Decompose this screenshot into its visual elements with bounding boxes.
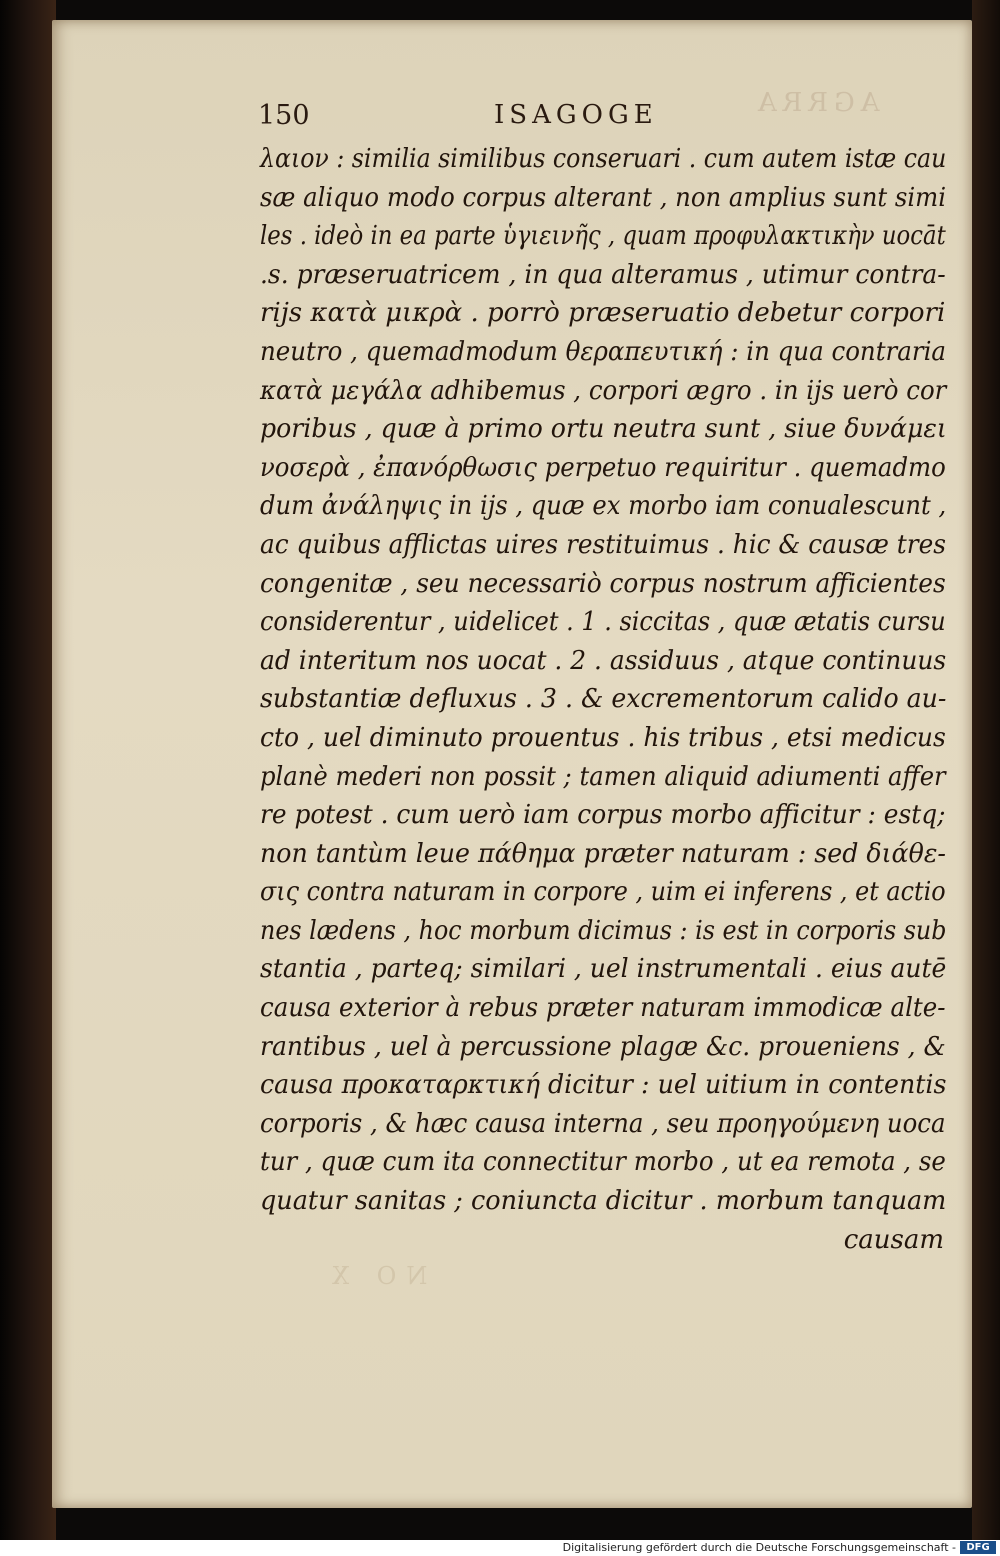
page-edge xyxy=(972,0,1000,1540)
text-line: planè mederi non possit ; tamen aliquid adiumenti affer xyxy=(260,761,946,792)
body-text xyxy=(260,140,946,1259)
page-number: 150 xyxy=(258,100,310,131)
text-line: ac quibus afflictas uires restituimus . hic & causæ tres xyxy=(260,529,946,560)
dfg-logo: DFG xyxy=(960,1541,996,1554)
text-line: .s. præseruatricem , in qua alteramus , utimur contra- xyxy=(260,259,946,290)
funding-credit: Digitalisierung gefördert durch die Deutsche Forschungsgemeinschaft - xyxy=(562,1541,956,1554)
text-line: sæ aliquo modo corpus alterant , non amplius sunt simi xyxy=(260,182,947,213)
text-line: rijs κατὰ μικρὰ . porrò præseruatio debetur corpori xyxy=(260,298,946,329)
text-line: νοσερὰ , ἐπανόρθωσις perpetuo requiritur . quemadmo xyxy=(260,452,946,483)
show-through-text-bottom: NO X xyxy=(322,1262,428,1290)
running-title: ISAGOGE xyxy=(494,100,658,130)
text-line: σις contra naturam in corpore , uim ei inferens , et actio xyxy=(260,877,946,908)
text-line: κατὰ μεγάλα adhibemus , corpori ægro . in ijs uerò cor xyxy=(260,375,947,406)
text-line: dum ἀνάληψις in ijs , quæ ex morbo iam conualescunt , xyxy=(260,491,947,522)
text-line: ad interitum nos uocat . 2 . assiduus , atque continuus xyxy=(260,645,947,676)
text-line: poribus , quæ à primo ortu neutra sunt , siue δυνάμει xyxy=(260,414,947,445)
show-through-text: AGRRA xyxy=(752,88,880,118)
text-line: tur , quæ cum ita connectitur morbo , ut ea remota , se xyxy=(260,1147,946,1178)
catchword: causam xyxy=(843,1224,944,1255)
text-line: corporis , & hæc causa interna , seu προηγούμενη uoca xyxy=(260,1108,946,1139)
text-line: congenitæ , seu necessariò corpus nostrum afficientes xyxy=(260,568,946,599)
digitization-footer xyxy=(0,1540,1000,1556)
text-line: quatur sanitas ; coniuncta dicitur . morbum tanquam xyxy=(260,1186,947,1217)
text-line: λαιον : similia similibus conseruari . cum autem istæ cau xyxy=(260,144,947,174)
text-line: causa exterior à rebus præter naturam immodicæ alte- xyxy=(260,993,946,1024)
text-line: causa προκαταρκτική dicitur : uel uitium in contentis xyxy=(260,1070,947,1101)
text-line: substantiæ defluxus . 3 . & excrementorum calido au- xyxy=(260,684,947,715)
text-line: neutro , quemadmodum θεραπευτική : in qua contraria xyxy=(260,336,947,367)
text-line: cto , uel diminuto prouentus . his tribus , etsi medicus xyxy=(260,722,946,753)
running-head xyxy=(258,100,678,136)
text-line: re potest . cum uerò iam corpus morbo afficitur : estq; xyxy=(260,800,946,831)
text-line: rantibus , uel à percussione plagæ &c. proueniens , & xyxy=(260,1031,946,1062)
text-line: considerentur , uidelicet . 1 . siccitas , quæ ætatis cursu xyxy=(260,607,946,638)
book-binding xyxy=(0,0,56,1540)
text-line: non tantùm leue πάθημα præter naturam : sed διάθε- xyxy=(260,838,946,869)
text-line: les . ideò in ea parte ὑγιεινῆς , quam προφυλακτικὴν uocāt xyxy=(260,221,946,252)
text-line: nes lædens , hoc morbum dicimus : is est in corporis sub xyxy=(260,915,947,946)
text-line: stantia , parteq; similari , uel instrumentali . eius autē xyxy=(260,954,947,985)
